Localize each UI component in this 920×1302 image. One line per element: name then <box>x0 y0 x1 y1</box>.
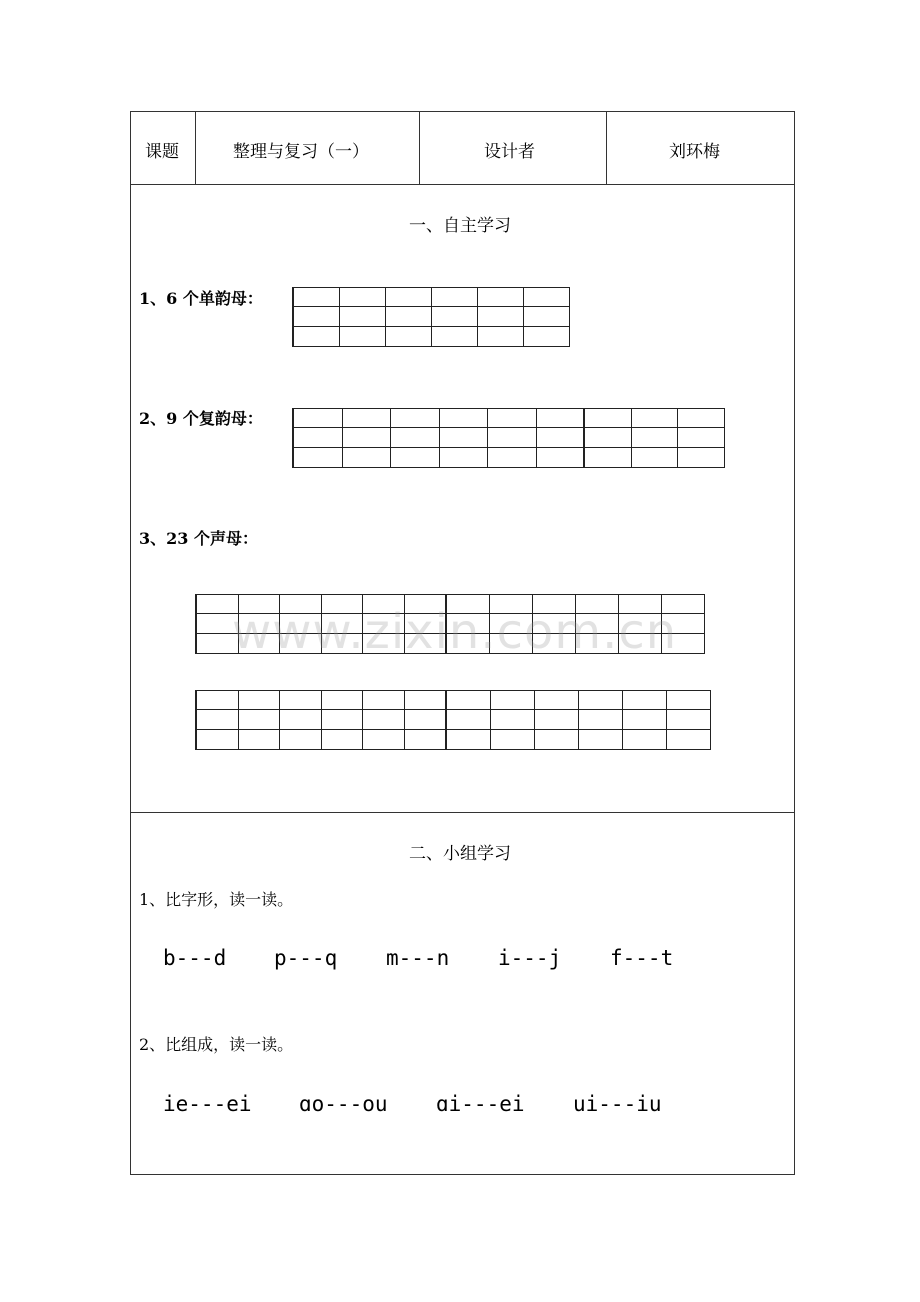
writing-cell[interactable] <box>440 408 489 428</box>
writing-cell[interactable] <box>280 690 322 710</box>
writing-cell[interactable] <box>340 327 386 347</box>
compound-vowel-grid-b <box>583 408 723 468</box>
writing-cell[interactable] <box>405 690 447 710</box>
writing-cell[interactable] <box>667 730 711 750</box>
writing-cell[interactable] <box>239 634 281 654</box>
writing-cell[interactable] <box>197 614 239 634</box>
writing-cell[interactable] <box>280 614 322 634</box>
writing-cell[interactable] <box>343 448 392 468</box>
writing-cell[interactable] <box>447 730 491 750</box>
writing-cell[interactable] <box>490 614 533 634</box>
writing-cell[interactable] <box>576 614 619 634</box>
writing-cell[interactable] <box>533 614 576 634</box>
pair-b-d: b---d <box>163 946 227 970</box>
writing-cell[interactable] <box>447 634 490 654</box>
writing-cell[interactable] <box>294 307 340 327</box>
writing-cell[interactable] <box>294 327 340 347</box>
writing-cell[interactable] <box>535 730 579 750</box>
writing-cell[interactable] <box>440 428 489 448</box>
writing-cell[interactable] <box>405 730 447 750</box>
designer-value: 刘环梅 <box>669 142 720 162</box>
writing-cell[interactable] <box>579 710 623 730</box>
writing-cell[interactable] <box>432 327 478 347</box>
writing-cell[interactable] <box>632 448 679 468</box>
writing-cell[interactable] <box>239 710 281 730</box>
initials-grid-row1-b <box>445 594 703 654</box>
writing-cell[interactable] <box>623 710 667 730</box>
writing-cell[interactable] <box>576 594 619 614</box>
writing-cell[interactable] <box>662 594 705 614</box>
writing-cell[interactable] <box>579 690 623 710</box>
writing-cell[interactable] <box>490 594 533 614</box>
writing-cell[interactable] <box>363 594 405 614</box>
writing-cell[interactable] <box>619 614 662 634</box>
writing-cell[interactable] <box>239 594 281 614</box>
writing-cell[interactable] <box>363 710 405 730</box>
writing-cell[interactable] <box>535 710 579 730</box>
section2-title: 二、小组学习 <box>409 844 511 864</box>
pair-ie-ei: ie---ei <box>163 1092 252 1116</box>
writing-cell[interactable] <box>491 710 535 730</box>
writing-cell[interactable] <box>619 594 662 614</box>
writing-cell[interactable] <box>239 690 281 710</box>
writing-cell[interactable] <box>294 428 343 448</box>
header-col-divider-2 <box>419 111 420 184</box>
writing-cell[interactable] <box>432 287 478 307</box>
initials-grid-row2-b <box>445 690 709 750</box>
writing-cell[interactable] <box>343 428 392 448</box>
writing-cell[interactable] <box>585 428 632 448</box>
writing-cell[interactable] <box>488 448 537 468</box>
initials-grid-row2-a <box>195 690 444 750</box>
writing-cell[interactable] <box>537 408 586 428</box>
writing-cell[interactable] <box>197 690 239 710</box>
writing-cell[interactable] <box>447 690 491 710</box>
writing-cell[interactable] <box>632 428 679 448</box>
writing-cell[interactable] <box>405 710 447 730</box>
pair-ui-iu: ui---iu <box>573 1092 662 1116</box>
header-col-divider-1 <box>195 111 196 184</box>
writing-cell[interactable] <box>447 710 491 730</box>
writing-cell[interactable] <box>343 408 392 428</box>
writing-cell[interactable] <box>619 634 662 654</box>
writing-cell[interactable] <box>447 594 490 614</box>
writing-cell[interactable] <box>386 327 432 347</box>
writing-cell[interactable] <box>197 710 239 730</box>
writing-cell[interactable] <box>322 730 364 750</box>
pair-m-n: m---n <box>386 946 450 970</box>
subject-label: 课题 <box>145 142 179 162</box>
header-row-divider <box>130 184 795 185</box>
writing-cell[interactable] <box>478 327 524 347</box>
initials-grid-row1-a <box>195 594 444 654</box>
writing-cell[interactable] <box>340 287 386 307</box>
writing-cell[interactable] <box>391 448 440 468</box>
writing-cell[interactable] <box>488 428 537 448</box>
writing-cell[interactable] <box>239 730 281 750</box>
writing-cell[interactable] <box>294 448 343 468</box>
writing-cell[interactable] <box>667 710 711 730</box>
writing-cell[interactable] <box>322 634 364 654</box>
writing-cell[interactable] <box>524 287 570 307</box>
writing-cell[interactable] <box>391 408 440 428</box>
writing-cell[interactable] <box>585 448 632 468</box>
writing-cell[interactable] <box>535 690 579 710</box>
writing-cell[interactable] <box>322 710 364 730</box>
subject-value: 整理与复习（一） <box>233 142 369 162</box>
writing-cell[interactable] <box>478 287 524 307</box>
single-vowel-grid <box>292 287 568 347</box>
section1-title: 一、自主学习 <box>409 216 511 236</box>
writing-cell[interactable] <box>363 634 405 654</box>
writing-cell[interactable] <box>294 287 340 307</box>
designer-label: 设计者 <box>484 142 535 162</box>
writing-cell[interactable] <box>678 428 725 448</box>
writing-cell[interactable] <box>447 614 490 634</box>
writing-cell[interactable] <box>579 730 623 750</box>
writing-cell[interactable] <box>363 614 405 634</box>
writing-cell[interactable] <box>197 730 239 750</box>
compound-vowel-grid-a <box>292 408 583 468</box>
writing-cell[interactable] <box>280 710 322 730</box>
writing-cell[interactable] <box>197 634 239 654</box>
writing-cell[interactable] <box>537 448 586 468</box>
pair-i-j: i---j <box>498 946 562 970</box>
writing-cell[interactable] <box>340 307 386 327</box>
writing-cell[interactable] <box>432 307 478 327</box>
writing-cell[interactable] <box>386 287 432 307</box>
writing-cell[interactable] <box>524 327 570 347</box>
exercise2-label: 2、比组成，读一读。 <box>139 1035 294 1054</box>
writing-cell[interactable] <box>239 614 281 634</box>
watermark: www.zixin.com.cn <box>232 604 678 660</box>
writing-cell[interactable] <box>386 307 432 327</box>
writing-cell[interactable] <box>478 307 524 327</box>
writing-cell[interactable] <box>678 408 725 428</box>
writing-cell[interactable] <box>537 428 586 448</box>
writing-cell[interactable] <box>491 690 535 710</box>
writing-cell[interactable] <box>623 690 667 710</box>
writing-cell[interactable] <box>662 634 705 654</box>
writing-cell[interactable] <box>488 408 537 428</box>
writing-cell[interactable] <box>280 594 322 614</box>
writing-cell[interactable] <box>585 408 632 428</box>
writing-cell[interactable] <box>280 730 322 750</box>
writing-cell[interactable] <box>533 634 576 654</box>
writing-cell[interactable] <box>280 634 322 654</box>
writing-cell[interactable] <box>363 690 405 710</box>
writing-cell[interactable] <box>405 594 447 614</box>
writing-cell[interactable] <box>524 307 570 327</box>
writing-cell[interactable] <box>405 634 447 654</box>
header-col-divider-3 <box>606 111 607 184</box>
pair-p-q: p---q <box>274 946 338 970</box>
exercise1-label: 1、比字形，读一读。 <box>139 890 294 909</box>
writing-cell[interactable] <box>533 594 576 614</box>
pair-ao-ou: ɑo---ou <box>299 1092 388 1116</box>
item1-label: 1、6 个单韵母： <box>139 289 263 308</box>
writing-cell[interactable] <box>322 594 364 614</box>
writing-cell[interactable] <box>363 730 405 750</box>
writing-cell[interactable] <box>405 614 447 634</box>
writing-cell[interactable] <box>391 428 440 448</box>
item3-label: 3、23 个声母： <box>139 529 258 548</box>
writing-cell[interactable] <box>197 594 239 614</box>
writing-cell[interactable] <box>576 634 619 654</box>
writing-cell[interactable] <box>294 408 343 428</box>
writing-cell[interactable] <box>490 634 533 654</box>
item2-label: 2、9 个复韵母： <box>139 409 263 428</box>
writing-cell[interactable] <box>667 690 711 710</box>
pair-f-t: f---t <box>610 946 674 970</box>
writing-cell[interactable] <box>662 614 705 634</box>
writing-cell[interactable] <box>623 730 667 750</box>
writing-cell[interactable] <box>322 690 364 710</box>
pair-ai-ei: ɑi---ei <box>436 1092 525 1116</box>
section-divider <box>130 812 795 813</box>
writing-cell[interactable] <box>440 448 489 468</box>
writing-cell[interactable] <box>491 730 535 750</box>
writing-cell[interactable] <box>632 408 679 428</box>
writing-cell[interactable] <box>678 448 725 468</box>
writing-cell[interactable] <box>322 614 364 634</box>
